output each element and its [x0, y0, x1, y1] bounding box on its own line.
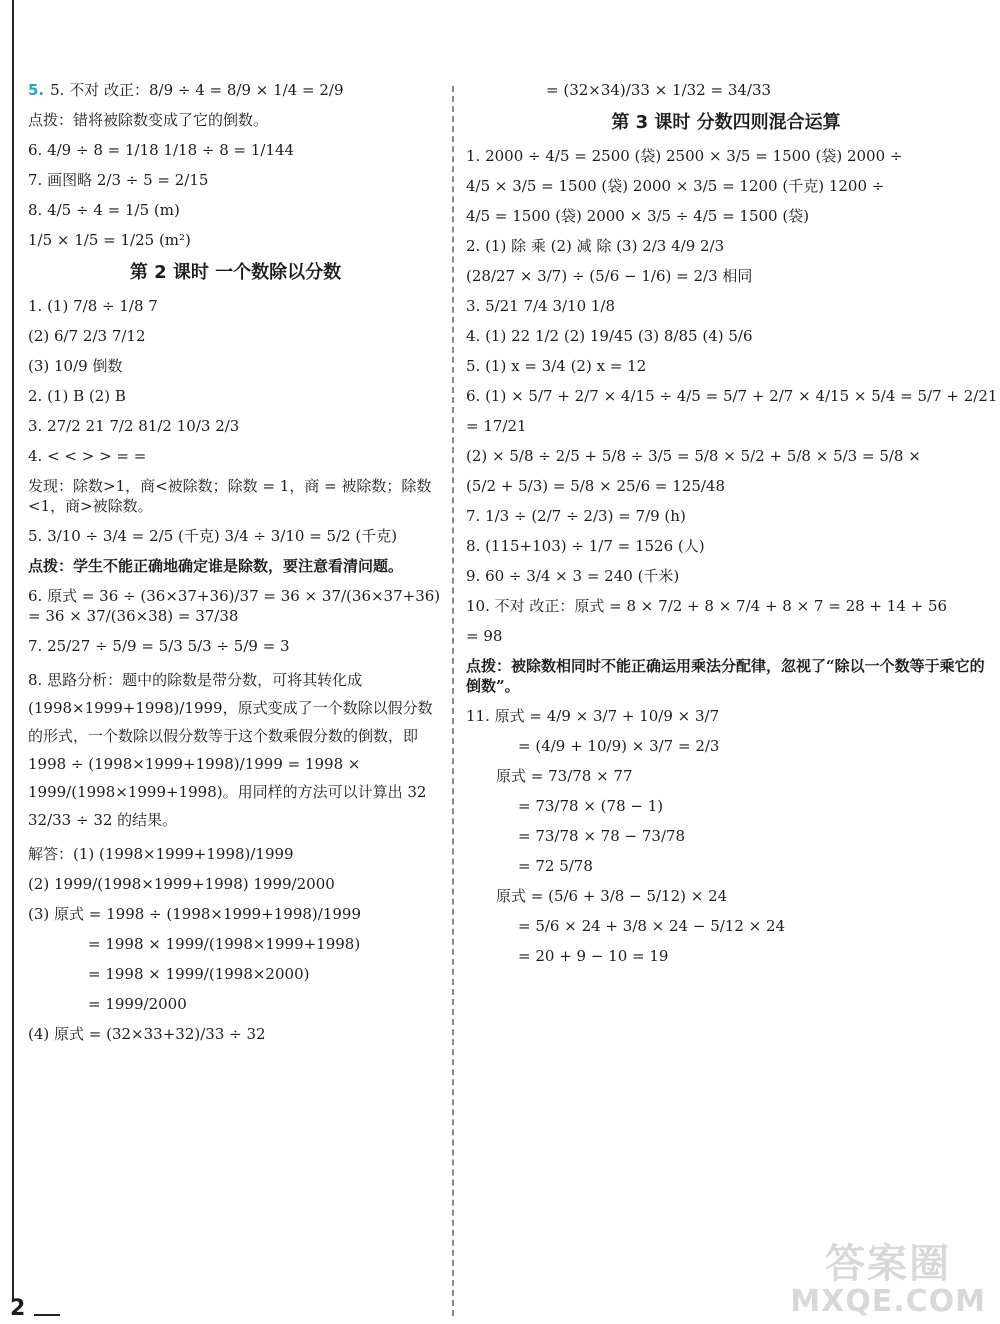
- continued-calculation: = (32×34)/33 × 1/32 = 34/33: [546, 81, 772, 99]
- l3-tip-10: 点拨：被除数相同时不能正确运用乘法分配律，忽视了“除以一个数等于乘它的倒数”。: [466, 657, 985, 695]
- l3-answer-2: 2. (1) 除 乘 (2) 减 除 (3) 2/3 4/9 2/3: [466, 237, 725, 255]
- l3-answer-1-b: 4/5 × 3/5 = 1500 (袋) 2000 × 3/5 = 1200 (千克) 1200 ÷: [466, 177, 885, 195]
- lesson-3-heading: 第 3 课时 分数四则混合运算: [611, 112, 841, 133]
- l2-tip-5: 点拨：学生不能正确地确定谁是除数，要注意看清问题。: [28, 557, 404, 575]
- answer-5: 5. 5. 不对 改正：8/9 ÷ 4 = 8/9 × 1/4 = 2/9: [28, 81, 344, 99]
- answer-8-area: 1/5 × 1/5 = 1/25 (m²): [28, 231, 191, 249]
- l2-analysis-8: 8. 思路分析：题中的除数是带分数，可将其转化成 (1998×1999+1998)/1999，原式变成了一个数除以假分数的形式，一个数除以假分数等于这个数乘假分数的倒数，即 1998 ÷ (1998×1999+1998)/1999 = 1998 × 1999/(1998×1999+1998)。用同样的方法可以计算出 32 32/33 ÷ 32 的结果。: [28, 671, 433, 829]
- l2-solution-8-1: 解答：(1) (1998×1999+1998)/1999: [28, 845, 294, 863]
- l3-answer-11-b-step2: = 73/78 × 78 − 73/78: [518, 827, 686, 845]
- l3-answer-8: 8. (115+103) ÷ 1/7 = 1526 (人): [466, 537, 705, 555]
- l3-answer-11-b-step1: = 73/78 × (78 − 1): [518, 797, 664, 815]
- lesson-2-heading: 第 2 课时 一个数除以分数: [129, 262, 342, 283]
- l2-answer-4: 4. < < > > = =: [28, 447, 147, 465]
- l3-answer-9: 9. 60 ÷ 3/4 × 3 = 240 (千米): [466, 567, 680, 585]
- column-divider: [452, 86, 454, 1316]
- l2-solution-8-3-step2: = 1998 × 1999/(1998×2000): [88, 965, 310, 983]
- l3-answer-11-c: 原式 = (5/6 + 3/8 − 5/12) × 24: [496, 887, 728, 905]
- l3-answer-6-1: 6. (1) × 5/7 + 2/7 × 4/15 ÷ 4/5 = 5/7 + 2/7 × 4/15 × 5/4 = 5/7 + 2/21: [466, 387, 998, 405]
- l3-answer-3: 3. 5/21 7/4 3/10 1/8: [466, 297, 616, 315]
- l2-answer-1-1: 1. (1) 7/8 ÷ 1/8 7: [28, 297, 158, 315]
- l2-answer-3: 3. 27/2 21 7/2 81/2 10/3 2/3: [28, 417, 240, 435]
- l3-answer-11-b: 原式 = 73/78 × 77: [496, 767, 633, 785]
- l2-answer-2: 2. (1) B (2) B: [28, 387, 126, 405]
- l3-answer-11-c-step1: = 5/6 × 24 + 3/8 × 24 − 5/12 × 24: [518, 917, 786, 935]
- l3-answer-1-a: 1. 2000 ÷ 4/5 = 2500 (袋) 2500 × 3/5 = 1500 (袋) 2000 ÷: [466, 147, 903, 165]
- l3-answer-1-c: 4/5 = 1500 (袋) 2000 × 3/5 ÷ 4/5 = 1500 (袋): [466, 207, 810, 225]
- l3-answer-5: 5. (1) x = 3/4 (2) x = 12: [466, 357, 647, 375]
- watermark-en: MXQE.COM: [790, 1284, 986, 1319]
- l3-answer-4: 4. (1) 22 1/2 (2) 19/45 (3) 8/85 (4) 5/6: [466, 327, 753, 345]
- l3-answer-6-2: (2) × 5/8 ÷ 2/5 + 5/8 ÷ 3/5 = 5/8 × 5/2 + 5/8 × 5/3 = 5/8 ×: [466, 447, 921, 465]
- l3-answer-7: 7. 1/3 ÷ (2/7 ÷ 2/3) = 7/9 (h): [466, 507, 686, 525]
- watermark-cn: 答案圈: [825, 1241, 952, 1287]
- l2-solution-8-2: (2) 1999/(1998×1999+1998) 1999/2000: [28, 875, 335, 893]
- l2-answer-7: 7. 25/27 ÷ 5/9 = 5/3 5/3 ÷ 5/9 = 3: [28, 637, 290, 655]
- l3-answer-2-expression: (28/27 × 3/7) ÷ (5/6 − 1/6) = 2/3 相同: [466, 267, 753, 285]
- l2-answer-1-3: (3) 10/9 倒数: [28, 357, 123, 375]
- l2-answer-5: 5. 3/10 ÷ 3/4 = 2/5 (千克) 3/4 ÷ 3/10 = 5/2 (千克): [28, 527, 398, 545]
- l3-answer-6-1-result: = 17/21: [466, 417, 527, 435]
- page-number-dash: [34, 1314, 60, 1316]
- l3-answer-11-b-step3: = 72 5/78: [518, 857, 593, 875]
- l3-answer-11-a-step: = (4/9 + 10/9) × 3/7 = 2/3: [518, 737, 720, 755]
- l3-answer-11-a: 11. 原式 = 4/9 × 3/7 + 10/9 × 3/7: [466, 707, 720, 725]
- watermark-logo: [790, 1242, 986, 1318]
- l2-solution-8-3: (3) 原式 = 1998 ÷ (1998×1999+1998)/1999: [28, 905, 361, 923]
- answer-8: 8. 4/5 ÷ 4 = 1/5 (m): [28, 201, 180, 219]
- l2-solution-8-3-step3: = 1999/2000: [88, 995, 187, 1013]
- tip-5: 点拨：错将被除数变成了它的倒数。: [28, 111, 269, 129]
- left-margin-rule: [12, 0, 14, 1300]
- l2-answer-1-2: (2) 6/7 2/3 7/12: [28, 327, 146, 345]
- l2-solution-8-4: (4) 原式 = (32×33+32)/33 ÷ 32: [28, 1025, 266, 1043]
- answer-7: 7. 画图略 2/3 ÷ 5 = 2/15: [28, 171, 209, 189]
- l3-answer-6-2-result: (5/2 + 5/3) = 5/8 × 25/6 = 125/48: [466, 477, 725, 495]
- l3-answer-11-c-step2: = 20 + 9 − 10 = 19: [518, 947, 669, 965]
- l3-answer-10-result: = 98: [466, 627, 503, 645]
- l3-answer-10: 10. 不对 改正：原式 = 8 × 7/2 + 8 × 7/4 + 8 × 7 = 28 + 14 + 56: [466, 597, 948, 615]
- l2-answer-6: 6. 原式 = 36 ÷ (36×37+36)/37 = 36 × 37/(36×37+36) = 36 × 37/(36×38) = 37/38: [28, 587, 441, 625]
- l2-finding: 发现：除数>1，商<被除数；除数 = 1，商 = 被除数；除数<1，商>被除数。: [28, 477, 432, 515]
- answer-6: 6. 4/9 ÷ 8 = 1/18 1/18 ÷ 8 = 1/144: [28, 141, 295, 159]
- page-number: 2: [10, 1296, 26, 1321]
- l2-solution-8-3-step1: = 1998 × 1999/(1998×1999+1998): [88, 935, 361, 953]
